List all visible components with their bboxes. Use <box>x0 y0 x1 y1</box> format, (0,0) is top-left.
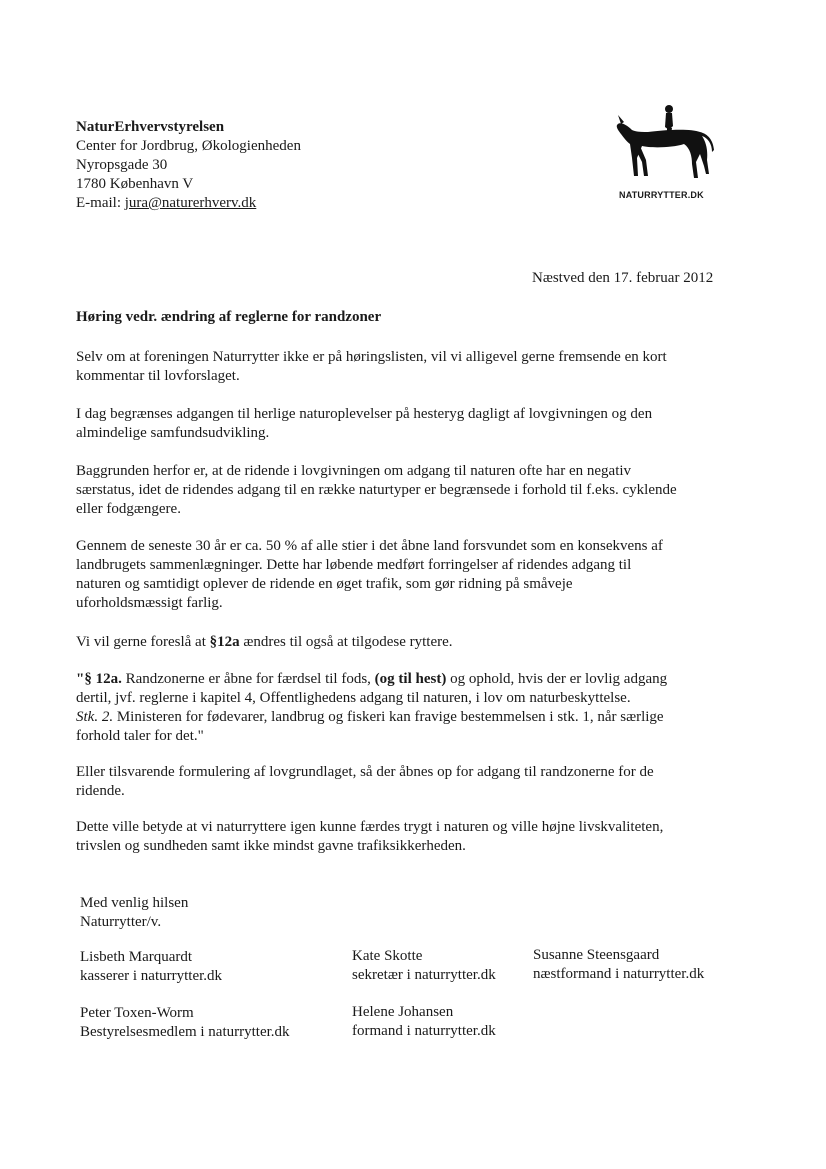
paragraph-line: uforholdsmæssigt farlig. <box>76 595 223 611</box>
quote-line: dertil, jvf. reglerne i kapitel 4, Offentlighedens adgang til naturen, i lov om naturbeskyttelse. <box>76 690 631 706</box>
signatory-name: Peter Toxen-Worm <box>80 1005 194 1021</box>
signatory <box>80 948 222 986</box>
paragraph-line: særstatus, idet de ridendes adgang til en række naturtyper er begrænsede i forhold til f.eks. cyklende <box>76 482 677 498</box>
quote-text: og ophold, hvis der er lovlig adgang <box>446 671 668 687</box>
email-label: E-mail: <box>76 195 121 211</box>
quote-horse: (og til hest) <box>374 671 447 687</box>
paragraph-line: Eller tilsvarende formulering af lovgrundlaget, så der åbnes op for adgang til randzonerne for de <box>76 764 654 780</box>
paragraph-line: Baggrunden herfor er, at de ridende i lovgivningen om adgang til naturen ofte har en negativ <box>76 463 632 479</box>
sender-email-line <box>76 194 301 213</box>
quote-line <box>76 708 756 727</box>
closing <box>80 894 760 932</box>
closing-greeting: Med venlig hilsen <box>80 895 189 911</box>
quote-line: forhold taler for det." <box>76 728 204 744</box>
logo-text: NATURRYTTER.DK <box>619 190 704 200</box>
signatory <box>80 1004 290 1042</box>
signatory-role: sekretær i naturrytter.dk <box>352 967 496 983</box>
proposal-text-end: ændres til også at tilgodese ryttere. <box>239 634 453 650</box>
paragraph-line: naturen og samtidigt oplever de ridende en øget trafik, som gør ridning på småveje <box>76 576 573 592</box>
sender-city: 1780 København V <box>76 176 194 192</box>
closing-org: Naturrytter/v. <box>80 914 162 930</box>
quote-text: Randzonerne er åbne for færdsel til fods, <box>121 671 375 687</box>
proposal-text: Vi vil gerne foreslå at <box>76 634 210 650</box>
sender-dept: Center for Jordbrug, Økologienheden <box>76 138 301 154</box>
paragraph-line: trivslen og sundheden samt ikke mindst gavne trafiksikkerheden. <box>76 838 466 854</box>
signatory-name: Lisbeth Marquardt <box>80 949 193 965</box>
paragraph-line: Selv om at foreningen Naturrytter ikke er på høringslisten, vil vi alligevel gerne fremsende en kort <box>76 349 667 365</box>
paragraph-line: almindelige samfundsudvikling. <box>76 425 270 441</box>
signatory-name: Helene Johansen <box>352 1004 454 1020</box>
law-quote <box>76 670 756 746</box>
paragraph-line: I dag begrænses adgangen til herlige naturoplevelser på hesteryg dagligt af lovgivningen og den <box>76 406 653 422</box>
letter-date: Næstved den 17. februar 2012 <box>532 270 714 286</box>
quote-text: Ministeren for fødevarer, landbrug og fiskeri kan fravige bestemmelsen i stk. 1, når særlige <box>113 709 664 725</box>
paragraph-background <box>76 462 756 519</box>
signatory <box>533 946 704 984</box>
paragraph-proposal <box>76 633 756 652</box>
signatory-role: næstformand i naturrytter.dk <box>533 966 705 982</box>
paragraph-alternative <box>76 763 756 801</box>
sender-org: NaturErhvervstyrelsen <box>76 119 225 135</box>
quote-line <box>76 670 756 689</box>
paragraph-line: ridende. <box>76 783 125 799</box>
paragraph-line: Gennem de seneste 30 år er ca. 50 % af alle stier i det åbne land forsvundet som en konsekvens af <box>76 538 663 554</box>
paragraph-line <box>76 633 756 652</box>
sender-street: Nyropsgade 30 <box>76 157 168 173</box>
signatory-role: formand i naturrytter.dk <box>352 1023 496 1039</box>
horse-rider-logo-icon <box>612 100 716 190</box>
paragraph-benefit <box>76 818 756 856</box>
quote-stk: Stk. 2. <box>76 709 114 725</box>
sender-address <box>76 118 301 213</box>
letter-subject: Høring vedr. ændring af reglerne for randzoner <box>76 309 382 325</box>
signatory-name: Kate Skotte <box>352 948 423 964</box>
paragraph-paths <box>76 537 756 613</box>
signatory <box>352 1003 496 1041</box>
paragraph-intro <box>76 348 756 386</box>
email-link[interactable]: jura@naturerhverv.dk <box>124 195 257 211</box>
paragraph-line: eller fodgængere. <box>76 501 181 517</box>
paragraph-line: landbrugets sammenlægninger. Dette har løbende medført forringelser af ridendes adgang til <box>76 557 632 573</box>
paragraph-line: kommentar til lovforslaget. <box>76 368 240 384</box>
paragraph-access <box>76 405 756 443</box>
proposal-section: §12a <box>209 634 240 650</box>
signatory-role: Bestyrelsesmedlem i naturrytter.dk <box>80 1024 290 1040</box>
paragraph-line: Dette ville betyde at vi naturryttere igen kunne færdes trygt i naturen og ville højne livskvaliteten, <box>76 819 664 835</box>
signatory-role: kasserer i naturrytter.dk <box>80 968 223 984</box>
quote-section: "§ 12a. <box>76 671 122 687</box>
signatory <box>352 947 496 985</box>
signatory-name: Susanne Steensgaard <box>533 947 660 963</box>
